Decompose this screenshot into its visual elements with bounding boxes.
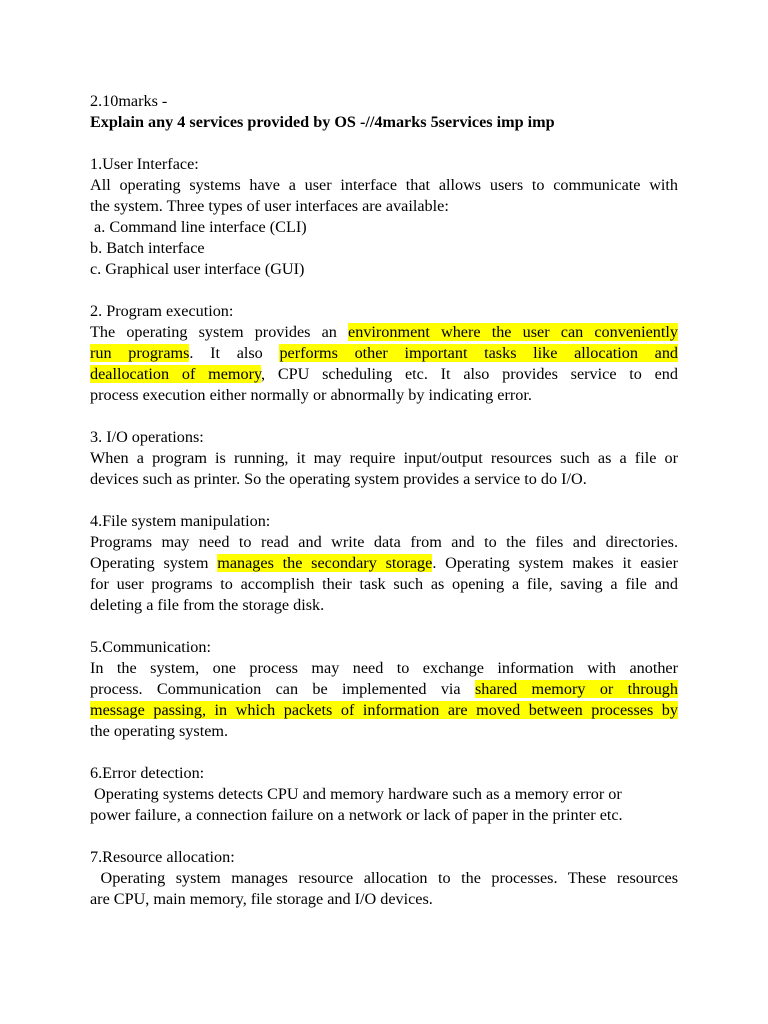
text-run: process. Communication can be implemented via <box>90 680 475 698</box>
paragraph-line <box>90 364 678 385</box>
paragraph-line: Operating system manages resource allocation to the processes. These resources <box>90 869 678 887</box>
paragraph-line <box>90 322 678 343</box>
paragraph-line: process execution either normally or abnormally by indicating error. <box>90 386 532 404</box>
highlighted-text: manages the secondary storage <box>217 554 433 572</box>
section-file-system <box>90 511 678 616</box>
section-heading: 3. I/O operations: <box>90 428 204 446</box>
section-error-detection <box>90 763 678 826</box>
paragraph-line: power failure, a connection failure on a network or lack of paper in the printer etc. <box>90 806 623 824</box>
paragraph-line: for user programs to accomplish their task such as opening a file, saving a file and <box>90 575 678 593</box>
section-heading: 2. Program execution: <box>90 302 234 320</box>
paragraph-line <box>90 679 678 700</box>
highlighted-text: deallocation of memory <box>90 365 262 383</box>
blank-line <box>90 280 678 301</box>
list-item: b. Batch interface <box>90 239 205 257</box>
paragraph-line: are CPU, main memory, file storage and I/O devices. <box>90 890 433 908</box>
paragraph-line: devices such as printer. So the operating system provides a service to do I/O. <box>90 470 587 488</box>
blank-line <box>90 406 678 427</box>
highlighted-text: environment where the user can conveniently <box>348 323 678 341</box>
paragraph-line <box>90 700 678 721</box>
text-run: The operating system provides an <box>90 323 349 341</box>
section-heading: 1.User Interface: <box>90 155 199 173</box>
paragraph-line <box>90 553 678 574</box>
section-heading: 6.Error detection: <box>90 764 205 782</box>
section-resource-allocation <box>90 847 678 910</box>
list-item: a. Command line interface (CLI) <box>90 218 307 236</box>
text-run: , CPU scheduling etc. It also provides service to end <box>261 365 678 383</box>
paragraph-line: deleting a file from the storage disk. <box>90 596 325 614</box>
paragraph-line: Programs may need to read and write data from and to the files and directories. <box>90 533 678 551</box>
section-heading: 7.Resource allocation: <box>90 848 235 866</box>
list-item: c. Graphical user interface (GUI) <box>90 260 305 278</box>
text-run: . Operating system makes it easier <box>432 554 678 572</box>
paragraph-line: When a program is running, it may require input/output resources such as a file or <box>90 449 678 467</box>
section-heading: 4.File system manipulation: <box>90 512 271 530</box>
blank-line <box>90 616 678 637</box>
text-run: Operating system <box>90 554 218 572</box>
blank-line <box>90 826 678 847</box>
highlighted-text: performs other important tasks like allocation and <box>279 344 678 362</box>
section-io-operations <box>90 427 678 490</box>
marks-label: 2.10marks - <box>90 92 168 110</box>
paragraph-line: All operating systems have a user interface that allows users to communicate with <box>90 176 678 194</box>
paragraph-line: the system. Three types of user interfaces are available: <box>90 197 449 215</box>
blank-line <box>90 490 678 511</box>
section-program-execution <box>90 301 678 406</box>
section-user-interface <box>90 154 678 280</box>
paragraph-line: In the system, one process may need to exchange information with another <box>90 659 678 677</box>
highlighted-text: shared memory or through <box>474 680 678 698</box>
highlighted-text: run programs <box>90 344 190 362</box>
blank-line <box>90 742 678 763</box>
paragraph-line: the operating system. <box>90 722 229 740</box>
section-communication <box>90 637 678 742</box>
paragraph-line <box>90 343 678 364</box>
document-page <box>90 91 678 910</box>
section-heading: 5.Communication: <box>90 638 211 656</box>
blank-line <box>90 133 678 154</box>
paragraph-line: Operating systems detects CPU and memory hardware such as a memory error or <box>90 785 622 803</box>
highlighted-text: message passing, in which packets of information are moved between processes by <box>90 701 678 719</box>
question-heading: Explain any 4 services provided by OS -//4marks 5services imp imp <box>90 113 555 131</box>
text-run: . It also <box>189 344 280 362</box>
